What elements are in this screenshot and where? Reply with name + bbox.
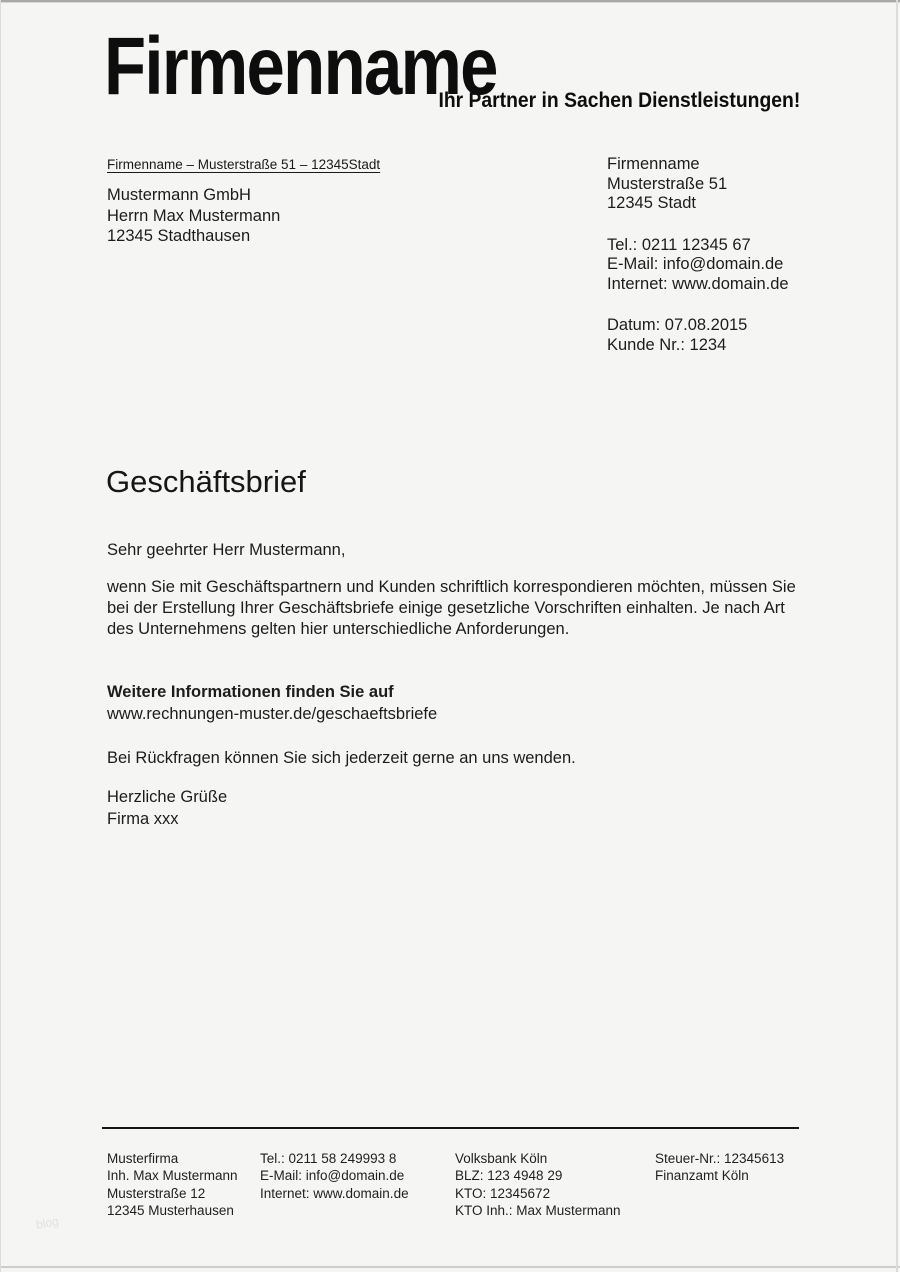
- recipient-line: Herrn Max Mustermann: [107, 206, 281, 225]
- footer-line: E-Mail: info@domain.de: [260, 1168, 405, 1184]
- recipient-address: [107, 185, 280, 247]
- info-url: www.rechnungen-muster.de/geschaeftsbriefe: [107, 704, 438, 723]
- recipient-line: Mustermann GmbH: [107, 186, 251, 204]
- footer-column-bank: [455, 1150, 621, 1219]
- footer-line: Musterfirma: [107, 1151, 179, 1166]
- footer-line: Volksbank Köln: [455, 1151, 548, 1166]
- closing-phrase: Herzliche Grüße: [107, 788, 228, 806]
- footer-line: 12345 Musterhausen: [107, 1202, 234, 1218]
- footer-line: Inh. Max Mustermann: [107, 1168, 238, 1184]
- date-line: Datum: 07.08.2015: [607, 316, 748, 334]
- watermark: blog: [34, 1214, 60, 1232]
- customer-number-line: Kunde Nr.: 1234: [607, 335, 727, 354]
- info-address-line: 12345 Stadt: [607, 194, 696, 212]
- page-bottom-edge: [0, 1266, 900, 1268]
- closing-block: [107, 787, 227, 830]
- info-address-line: Musterstraße 51: [607, 174, 728, 193]
- footer-line: KTO Inh.: Max Mustermann: [455, 1202, 621, 1218]
- footer-line: Tel.: 0211 58 249993 8: [260, 1151, 397, 1166]
- body-paragraph: wenn Sie mit Geschäftspartnern und Kunden schriftlich korrespondieren möchten, müssen Sie bei der Erstellung Ihrer Geschäftsbriefe einige gesetzliche Vorschriften einhalten. Je nach Art des Unternehmens gelten hier unterschiedliche Anforderungen.: [107, 578, 796, 638]
- info-pointer-block: [107, 682, 807, 725]
- info-contact-group: [607, 236, 789, 295]
- footer-column-company: [107, 1150, 238, 1219]
- company-logo-text: Firmenname: [104, 21, 497, 112]
- footer-line: KTO: 12345672: [455, 1185, 551, 1201]
- footer-column-contact: [260, 1150, 409, 1202]
- signature: Firma xxx: [107, 809, 179, 828]
- info-meta-group: [607, 316, 789, 355]
- footer-line: Finanzamt Köln: [655, 1168, 749, 1184]
- footer-column-tax: [655, 1150, 784, 1185]
- footer-divider: [102, 1127, 799, 1129]
- info-contact-line: E-Mail: info@domain.de: [607, 255, 784, 273]
- sender-return-address: Firmenname – Musterstraße 51 – 12345Stadt: [107, 157, 381, 172]
- info-contact-line: Tel.: 0211 12345 67: [607, 235, 751, 254]
- info-heading: Weitere Informationen finden Sie auf: [107, 683, 394, 701]
- page-right-edge: [896, 0, 898, 1272]
- page-left-edge: [0, 0, 1, 1272]
- info-contact-line: Internet: www.domain.de: [607, 274, 789, 293]
- footer-line: Steuer-Nr.: 12345613: [655, 1151, 785, 1166]
- footer-line: BLZ: 123 4948 29: [455, 1168, 563, 1184]
- body-paragraph: Bei Rückfragen können Sie sich jederzeit gerne an uns wenden.: [107, 749, 576, 767]
- footer-line: Internet: www.domain.de: [260, 1185, 409, 1201]
- footer-line: Musterstraße 12: [107, 1185, 206, 1201]
- company-tagline: Ihr Partner in Sachen Dienstleistungen!: [438, 89, 800, 112]
- page-top-edge: [0, 0, 900, 2]
- company-info-block: [607, 155, 789, 377]
- recipient-line: 12345 Stadthausen: [107, 227, 251, 245]
- subject-line: Geschäftsbrief: [106, 464, 306, 499]
- salutation: Sehr geehrter Herr Mustermann,: [107, 541, 346, 559]
- info-address-group: [607, 155, 789, 214]
- info-address-line: Firmenname: [607, 155, 700, 173]
